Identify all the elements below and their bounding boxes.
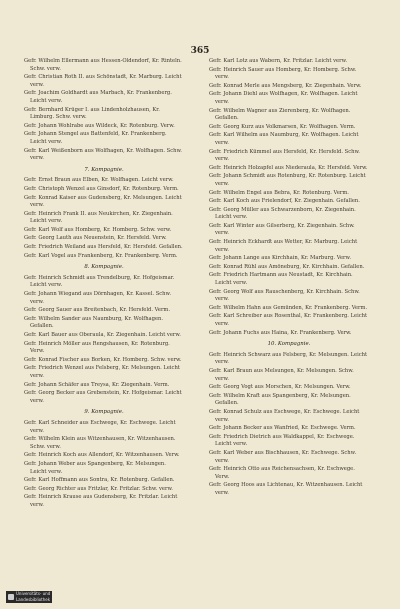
page-number: 365 [190,46,210,56]
casualty-entry: Gefr. Heinrich Eckhardt aus Wetter, Kr. Marburg. Leicht verw. [209,239,358,253]
casualty-entry: Gefr. Johann Wohlrabe aus Wildeck, Kr. Rotenburg. Verw. [24,122,175,129]
casualty-entry: Gefr. Konrad Schulz aus Eschwege, Kr. Eschwege. Leicht verw. [209,408,360,423]
right-column [209,58,369,498]
casualty-entry: Gefr. Konrad Merle aus Mengsberg, Kr. Ziegenhain. Verw. [209,82,362,89]
section-heading: 10. Kompagnie. [267,341,311,348]
casualty-entry: Gefr. Bernhard Krüger I. aus Lindenholzhausen, Kr. Limburg. Schw. verw. [24,106,160,121]
left-column [24,58,184,510]
casualty-entry: Gefr. Friedrich Hartmann aus Neustadt, Kr. Kirchhain. Leicht verw. [209,272,353,287]
casualty-entry: Gefr. Heinrich Möller aus Rengshausen, Kr. Rotenburg. Verw. [24,340,170,355]
casualty-entry: Gefr. Johann Fuchs aus Haina, Kr. Frankenberg. Verw. [209,329,352,336]
casualty-entry: Gefr. Georg Müller aus Schwarzenborn, Kr. Ziegenhain. Leicht verw. [209,206,356,221]
casualty-entry: Gefr. Georg Lauth aus Neuenstein, Kr. Hersfeld. Verw. [24,235,167,242]
casualty-entry: Gefr. Christoph Wenzel aus Ginsdorf, Kr. Rotenburg. Verm. [24,185,179,192]
casualty-entry: Gefr. Johann Lange aus Kirchhain, Kr. Marburg. Verw. [209,255,351,262]
casualty-entry: Gefr. Heinrich Krause aus Gudensberg, Kr. Fritzlar. Leicht verw. [24,494,178,508]
casualty-entry: Gefr. Karl Wolf aus Homberg, Kr. Homberg. Schw. verw. [24,226,172,233]
casualty-entry: Gefr. Christian Roth II. aus Schönstadt, Kr. Marburg. Leicht verw. [24,74,182,88]
casualty-entry: Gefr. Karl Koch aus Frielendorf, Kr. Ziegenhain. Gefallen. [209,198,360,205]
casualty-entry: Gefr. Joachim Goldhardt aus Marbach, Kr. Frankenberg. Leicht verw. [24,90,172,104]
casualty-entry: Gefr. Wilhelm Hahn aus Gemünden, Kr. Frankenberg. Verm. [209,304,368,311]
casualty-entry: Gefr. Johann Schmidt aus Rotenburg, Kr. Rotenburg. Leicht verw. [209,173,366,187]
casualty-entry: Gefr. Wilhelm Kraft aus Spangenberg, Kr. Melsungen. Gefallen. [209,392,351,407]
casualty-entry: Gefr. Wilhelm Sander aus Naumburg, Kr. Wolfhagen. Gefallen. [24,315,164,330]
casualty-entry: Gefr. Johann Weber aus Spangenberg, Kr. Melsungen. Leicht verw. [24,460,166,475]
casualty-entry: Gefr. Wilhelm Klein aus Witzenhausen, Kr. Witzenhausen. Schw. verw. [24,436,176,450]
casualty-entry: Gefr. Johann Becker aus Wanfried, Kr. Eschwege. Verm. [209,425,356,432]
casualty-entry: Gefr. Karl Braun aus Melsungen, Kr. Melsungen. Schw. verw. [209,367,354,382]
casualty-entry: Gefr. Karl Winter aus Gilserberg, Kr. Ziegenhain. Schw. verw. [209,222,355,237]
casualty-entry: Gefr. Heinrich Frank II. aus Neukirchen, Kr. Ziegenhain. Leicht verw. [24,210,173,225]
casualty-entry: Gefr. Georg Becker aus Grebenstein, Kr. Hofgeismar. Leicht verw. [24,390,182,404]
casualty-entry: Gefr. Konrad Fischer aus Borken, Kr. Homberg. Schw. verw. [24,356,182,363]
casualty-entry: Gefr. Karl Vogel aus Frankenberg, Kr. Frankenberg. Verm. [24,252,178,259]
casualty-entry: Gefr. Karl Schreiber aus Rosenthal, Kr. Frankenberg. Leicht verw. [209,313,368,327]
casualty-entry: Gefr. Karl Schneider aus Eschwege, Kr. Eschwege. Leicht verw. [24,419,176,434]
casualty-entry: Gefr. Karl Weißenborn aus Wolfhagen, Kr. Wolfhagen. Schw. verw. [24,147,182,162]
casualty-entry: Gefr. Friedrich Dietrich aus Waldkappel, Kr. Eschwege. Leicht verw. [209,433,355,448]
casualty-entry: Gefr. Heinrich Schmidt aus Trendelburg, Kr. Hofgeismar. Leicht verw. [24,274,175,289]
casualty-entry: Gefr. Georg Vogt aus Morschen, Kr. Melsungen. Verw. [209,384,351,391]
casualty-entry: Gefr. Georg Kurz aus Volkmarsen, Kr. Wolfhagen. Verm. [209,123,356,130]
casualty-entry: Gefr. Friedrich Wenzel aus Felsberg, Kr. Melsungen. Leicht verw. [24,365,180,379]
casualty-entry: Gefr. Wilhelm Wagner aus Zierenberg, Kr. Wolfhagen. Gefallen. [209,107,351,122]
section-heading: 8. Kompagnie. [84,264,124,271]
casualty-entry: Gefr. Karl Weber aus Bischhausen, Kr. Eschwege. Schw. verw. [209,449,357,464]
library-logo [6,591,52,603]
section-heading: 7. Kompagnie. [84,166,124,173]
casualty-entry: Gefr. Karl Lotz aus Wabern, Kr. Fritzlar. Leicht verw. [209,58,348,64]
casualty-entry: Gefr. Wilhelm Engel aus Bebra, Kr. Rotenburg. Verm. [209,189,349,196]
casualty-entry: Gefr. Ernst Braun aus Elben, Kr. Wolfhagen. Leicht verw. [24,177,174,184]
casualty-entry: Gefr. Friedrich Kümmel aus Hersfeld, Kr. Hersfeld. Schw. verw. [209,148,360,163]
casualty-entry: Gefr. Friedrich Weiland aus Hersfeld, Kr. Hersfeld. Gefallen. [24,244,183,251]
casualty-entry: Gefr. Georg Sauer aus Breitenbach, Kr. Hersfeld. Verm. [24,307,171,314]
casualty-entry: Gefr. Heinrich Sauer aus Homberg, Kr. Homberg. Schw. verw. [209,66,357,81]
casualty-entry: Gefr. Karl Wilhelm aus Naumburg, Kr. Wolfhagen. Leicht verw. [209,132,359,146]
casualty-entry: Gefr. Konrad Kaiser aus Gudensberg, Kr. Melsungen. Leicht verw. [24,194,182,209]
section-heading: 9. Kompagnie. [84,409,124,416]
casualty-entry: Gefr. Karl Hoffmann aus Sontra, Kr. Rotenburg. Gefallen. [24,477,175,484]
casualty-entry: Gefr. Heinrich Otto aus Reichensachsen, Kr. Eschwege. Verw. [209,466,355,480]
casualty-entry: Gefr. Karl Bauer aus Oberaula, Kr. Ziegenhain. Leicht verw. [24,332,181,338]
casualty-entry: Gefr. Georg Wolf aus Rauschenberg, Kr. Kirchhain. Schw. verw. [209,288,360,303]
casualty-entry: Gefr. Wilhelm Ellermann aus Hessen-Oldendorf, Kr. Rinteln. Schw. verw. [24,58,182,72]
casualty-entry: Gefr. Johann Wiegand aus Dörnhagen, Kr. Kassel. Schw. verw. [24,291,171,305]
casualty-entry: Gefr. Heinrich Holzapfel aus Niederaula, Kr. Hersfeld. Verw. [209,164,368,171]
casualty-entry: Gefr. Georg Hoos aus Lichtenau, Kr. Witzenhausen. Leicht verw. [209,482,363,496]
library-logo-icon [8,594,14,600]
casualty-entry: Gefr. Heinrich Koch aus Allendorf, Kr. Witzenhausen. Verw. [24,452,180,459]
library-logo-text: Universitäts- und Landesbibliothek [16,591,51,602]
casualty-entry: Gefr. Johann Diehl aus Wolfhagen, Kr. Wolfhagen. Leicht verw. [209,91,358,105]
casualty-entry: Gefr. Georg Richter aus Fritzlar, Kr. Fritzlar. Schw. verw. [24,485,173,492]
casualty-entry: Gefr. Johann Schäfer aus Treysa, Kr. Ziegenhain. Verm. [24,381,170,388]
casualty-entry: Gefr. Konrad Rühl aus Amöneburg, Kr. Kirchhain. Gefallen. [209,263,365,270]
casualty-entry: Gefr. Johann Stengel aus Battenfeld, Kr. Frankenberg. Leicht verw. [24,131,167,145]
casualty-entry: Gefr. Heinrich Schwarz aus Felsberg, Kr. Melsungen. Leicht verw. [209,351,368,366]
